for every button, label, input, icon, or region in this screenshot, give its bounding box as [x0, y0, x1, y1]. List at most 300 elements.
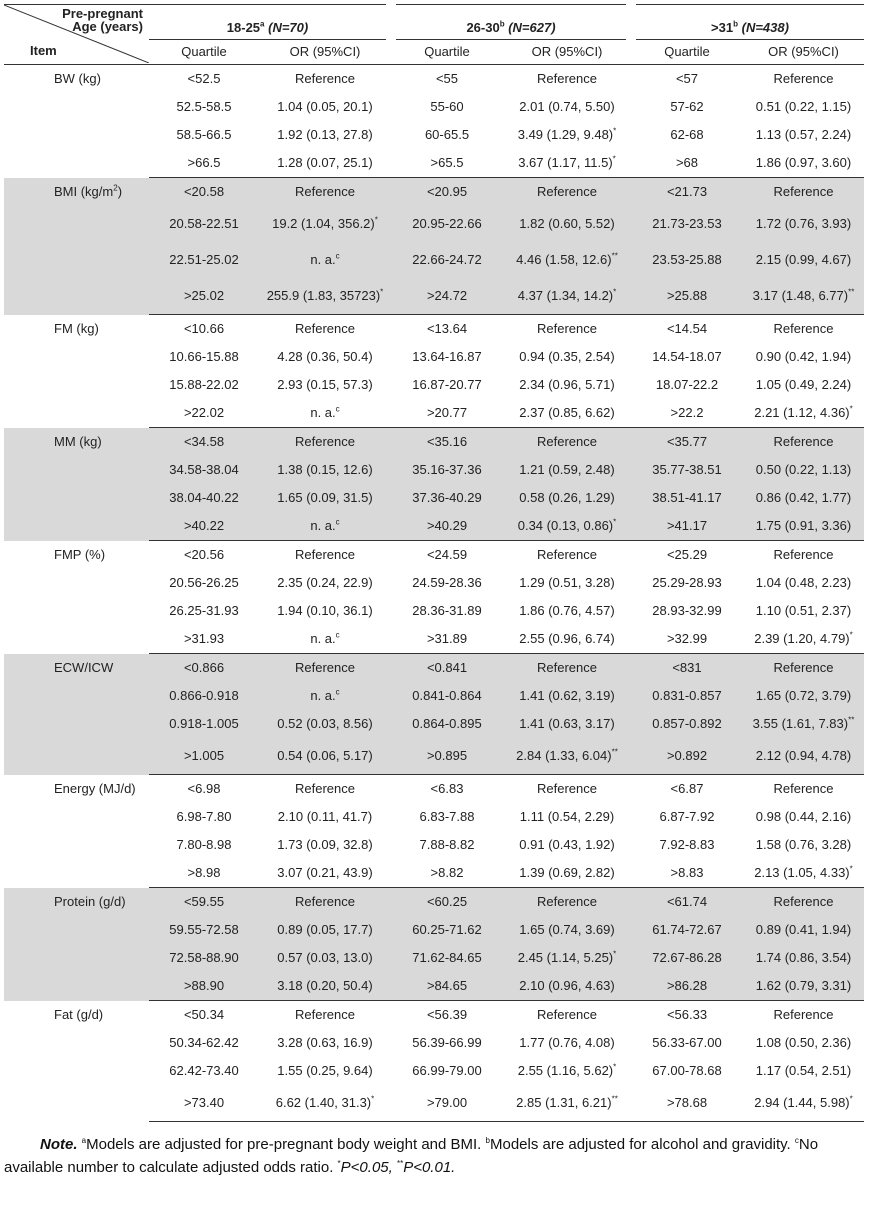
note-text: P<0.05,	[340, 1159, 397, 1176]
cell-value: 14.54-18.07	[652, 349, 722, 364]
cell-value: >8.83	[670, 865, 704, 880]
cell-value: 3.07 (0.21, 43.9)	[277, 865, 373, 880]
significance-mark: **	[611, 747, 618, 757]
cell-value: Reference	[773, 781, 834, 796]
cell-value: 1.65 (0.74, 3.69)	[519, 922, 615, 937]
quartile-cell	[149, 916, 259, 944]
significance-mark: c	[335, 404, 340, 414]
cell-value: 28.93-32.99	[652, 603, 722, 618]
cell-value: n. a.	[310, 252, 336, 267]
cell-value: 2.84 (1.33, 6.04)	[516, 748, 612, 763]
item-label	[4, 1001, 149, 1122]
cell-value: Reference	[773, 321, 834, 336]
quartile-cell	[631, 93, 743, 121]
or-cell	[259, 512, 391, 541]
quartile-cell	[391, 428, 503, 457]
or-cell	[743, 738, 864, 775]
cell-value: 1.55 (0.25, 9.64)	[277, 1063, 373, 1078]
cell-value: Reference	[537, 660, 597, 675]
cell-value: Reference	[295, 321, 355, 336]
cell-value: 1.13 (0.57, 2.24)	[755, 127, 852, 142]
quartile-cell	[391, 541, 503, 570]
item-label	[4, 775, 149, 888]
or-cell	[743, 178, 864, 207]
or-cell	[503, 121, 631, 149]
or-cell	[259, 1085, 391, 1122]
quartile-cell	[631, 944, 743, 972]
quartile-cell	[391, 831, 503, 859]
quartile-cell	[149, 972, 259, 1001]
cell-value: <57	[675, 71, 699, 86]
cell-value: >1.005	[183, 748, 225, 763]
cell-value: 2.10 (0.96, 4.63)	[519, 978, 615, 993]
quartile-cell	[149, 541, 259, 570]
cell-value: n. a.	[310, 405, 336, 420]
cell-value: >88.90	[183, 978, 225, 993]
cell-value: <25.29	[666, 547, 708, 562]
quartile-cell	[631, 972, 743, 1001]
note-sup: *	[337, 1159, 341, 1168]
cell-value: >79.00	[426, 1095, 468, 1110]
or-cell	[503, 178, 631, 207]
or-cell	[259, 710, 391, 738]
cell-value: Reference	[537, 781, 597, 796]
cell-value: Reference	[295, 781, 355, 796]
quartile-cell	[391, 484, 503, 512]
or-cell	[259, 278, 391, 315]
cell-value: >25.88	[666, 288, 708, 303]
cell-value: 1.08 (0.50, 2.36)	[755, 1035, 852, 1050]
significance-mark: *	[613, 1062, 617, 1072]
cell-value: 1.38 (0.15, 12.6)	[277, 462, 373, 477]
cell-value: <10.66	[183, 321, 225, 336]
or-cell	[743, 597, 864, 625]
quartile-cell	[391, 859, 503, 888]
cell-value: 1.58 (0.76, 3.28)	[755, 837, 852, 852]
quartile-cell	[391, 710, 503, 738]
quartile-cell	[149, 1001, 259, 1030]
note-label: Note.	[40, 1136, 78, 1153]
cell-value: <50.34	[183, 1007, 225, 1022]
significance-mark: c	[335, 517, 340, 527]
quartile-cell	[149, 512, 259, 541]
cell-value: 22.51-25.02	[169, 252, 239, 267]
cell-value: 1.74 (0.86, 3.54)	[755, 950, 852, 965]
or-cell	[743, 484, 864, 512]
cell-value: Reference	[295, 71, 355, 86]
cell-value: 55-60	[430, 99, 464, 114]
or-cell	[259, 93, 391, 121]
or-cell	[743, 972, 864, 1001]
quartile-cell	[149, 888, 259, 917]
or-cell	[743, 121, 864, 149]
quartile-cell	[149, 859, 259, 888]
quartile-cell	[149, 569, 259, 597]
cell-value: 0.54 (0.06, 5.17)	[277, 748, 373, 763]
cell-value: 1.04 (0.05, 20.1)	[277, 99, 373, 114]
cell-value: 0.50 (0.22, 1.13)	[755, 462, 852, 477]
group-label: >31	[711, 20, 734, 35]
section-4	[4, 541, 864, 654]
cell-value: 18.07-22.2	[655, 377, 719, 392]
note-sup: b	[485, 1136, 490, 1145]
cell-value: 1.05 (0.49, 2.24)	[755, 377, 852, 392]
cell-value: 2.93 (0.15, 57.3)	[277, 377, 373, 392]
quartile-cell	[631, 484, 743, 512]
or-cell	[259, 371, 391, 399]
cell-value: 0.58 (0.26, 1.29)	[519, 490, 615, 505]
corner-top-text: Pre-pregnant	[62, 6, 143, 21]
cell-value: 26.25-31.93	[169, 603, 239, 618]
cell-value: 1.65 (0.09, 31.5)	[277, 490, 373, 505]
cell-value: 20.58-22.51	[169, 216, 239, 231]
or-cell	[503, 456, 631, 484]
significance-mark: *	[849, 864, 853, 874]
cell-value: >40.29	[426, 518, 468, 533]
or-cell	[259, 65, 391, 94]
or-cell	[259, 569, 391, 597]
cell-value: 2.13 (1.05, 4.33)	[754, 865, 850, 880]
item-label	[4, 178, 149, 315]
quartile-cell	[631, 682, 743, 710]
cell-value: 1.28 (0.07, 25.1)	[277, 155, 373, 170]
table-row	[4, 178, 864, 207]
quartile-cell	[149, 399, 259, 428]
or-cell	[259, 1029, 391, 1057]
significance-mark: *	[849, 404, 853, 414]
quartile-cell	[391, 278, 503, 315]
cell-value: 1.94 (0.10, 36.1)	[277, 603, 373, 618]
cell-value: 6.87-7.92	[659, 809, 715, 824]
quartile-cell	[391, 916, 503, 944]
quartile-cell	[149, 456, 259, 484]
cell-value: 2.55 (1.16, 5.62)	[517, 1063, 614, 1078]
cell-value: >22.2	[670, 405, 704, 420]
table-row	[4, 428, 864, 457]
or-cell	[503, 541, 631, 570]
group-sup: b	[499, 19, 505, 29]
cell-value: Reference	[295, 660, 355, 675]
quartile-cell	[149, 178, 259, 207]
or-cell	[259, 916, 391, 944]
quartile-cell	[631, 859, 743, 888]
quartile-cell	[391, 682, 503, 710]
or-cell	[743, 315, 864, 344]
section-8	[4, 1001, 864, 1122]
or-cell	[259, 484, 391, 512]
or-cell	[743, 456, 864, 484]
quartile-cell	[391, 654, 503, 683]
section-2	[4, 315, 864, 428]
cell-value: >25.02	[183, 288, 225, 303]
or-cell	[503, 1057, 631, 1085]
quartile-cell	[631, 803, 743, 831]
group-header-26-30	[391, 5, 631, 40]
cell-value: <21.73	[666, 184, 708, 199]
cell-value: 1.65 (0.72, 3.79)	[755, 688, 852, 703]
cell-value: <6.83	[430, 781, 464, 796]
quartile-cell	[149, 371, 259, 399]
item-text: BW (kg)	[54, 71, 101, 86]
significance-mark: *	[613, 949, 617, 959]
or-cell	[743, 569, 864, 597]
cell-value: Reference	[537, 184, 597, 199]
or-cell	[503, 149, 631, 178]
cell-value: 1.75 (0.91, 3.36)	[755, 518, 852, 533]
quartile-cell	[149, 710, 259, 738]
or-cell	[259, 597, 391, 625]
cell-value: 255.9 (1.83, 35723)	[266, 288, 381, 303]
or-cell	[503, 803, 631, 831]
or-cell	[503, 1001, 631, 1030]
quartile-cell	[149, 315, 259, 344]
item-text: FM (kg)	[54, 320, 99, 336]
or-header: OR (95%CI)	[743, 40, 864, 65]
cell-value: 22.66-24.72	[412, 252, 482, 267]
or-cell	[503, 428, 631, 457]
quartile-cell	[391, 803, 503, 831]
section-7	[4, 888, 864, 1001]
quartile-cell	[149, 682, 259, 710]
cell-value: <0.866	[183, 660, 225, 675]
or-cell	[743, 1029, 864, 1057]
or-cell	[743, 888, 864, 917]
or-cell	[503, 399, 631, 428]
quartile-cell	[149, 1057, 259, 1085]
or-cell	[743, 343, 864, 371]
quartile-cell	[149, 654, 259, 683]
or-cell	[743, 682, 864, 710]
or-cell	[503, 888, 631, 917]
or-cell	[259, 121, 391, 149]
or-cell	[743, 278, 864, 315]
significance-mark: **	[848, 715, 855, 725]
group-label: 26-30	[466, 20, 500, 35]
or-cell	[503, 654, 631, 683]
item-text: Protein (g/d)	[54, 893, 126, 909]
quartile-cell	[391, 1001, 503, 1030]
quartile-cell	[391, 121, 503, 149]
cell-value: 0.866-0.918	[169, 688, 239, 703]
quartile-cell	[149, 1029, 259, 1057]
table-row	[4, 315, 864, 344]
cell-value: 1.92 (0.13, 27.8)	[277, 127, 373, 142]
cell-value: >66.5	[187, 155, 221, 170]
cell-value: Reference	[295, 547, 355, 562]
cell-value: <60.25	[426, 894, 468, 909]
cell-value: Reference	[295, 894, 355, 909]
item-text: ECW/ICW	[54, 659, 114, 675]
quartile-cell	[631, 831, 743, 859]
or-cell	[503, 1085, 631, 1122]
cell-value: 59.55-72.58	[169, 922, 239, 937]
quartile-cell	[631, 597, 743, 625]
cell-value: 0.864-0.895	[412, 716, 482, 731]
cell-value: 0.98 (0.44, 2.16)	[755, 809, 852, 824]
significance-mark: *	[849, 1094, 853, 1104]
group-sup: a	[260, 19, 265, 29]
cell-value: 3.49 (1.29, 9.48)	[517, 127, 614, 142]
or-cell	[259, 972, 391, 1001]
or-cell	[259, 738, 391, 775]
quartile-cell	[149, 1085, 259, 1122]
cell-value: 2.85 (1.31, 6.21)	[516, 1095, 612, 1110]
quartile-cell	[149, 242, 259, 278]
item-tail: )	[117, 183, 123, 199]
quartile-cell	[149, 944, 259, 972]
quartile-cell	[391, 149, 503, 178]
item-label	[4, 65, 149, 178]
cell-value: 2.37 (0.85, 6.62)	[519, 405, 615, 420]
cell-value: Reference	[537, 71, 597, 86]
cell-value: 62.42-73.40	[169, 1063, 239, 1078]
cell-value: 56.39-66.99	[412, 1035, 482, 1050]
cell-value: >8.98	[187, 865, 221, 880]
or-cell	[503, 1029, 631, 1057]
cell-value: 28.36-31.89	[412, 603, 482, 618]
or-cell	[743, 1001, 864, 1030]
cell-value: 60.25-71.62	[412, 922, 482, 937]
quartile-cell	[149, 831, 259, 859]
cell-value: 1.62 (0.79, 3.31)	[755, 978, 852, 993]
quartile-cell	[631, 916, 743, 944]
quartile-cell	[631, 1085, 743, 1122]
cell-value: 0.841-0.864	[412, 688, 482, 703]
or-cell	[259, 242, 391, 278]
significance-mark: *	[849, 630, 853, 640]
or-cell	[259, 206, 391, 242]
cell-value: 1.82 (0.60, 5.52)	[519, 216, 615, 231]
or-cell	[259, 315, 391, 344]
group-header-31	[631, 5, 864, 40]
quartile-header: Quartile	[149, 40, 259, 65]
or-cell	[503, 484, 631, 512]
significance-mark: *	[613, 517, 617, 527]
cell-value: 1.39 (0.69, 2.82)	[519, 865, 615, 880]
or-cell	[743, 371, 864, 399]
quartile-cell	[391, 569, 503, 597]
cell-value: 16.87-20.77	[412, 377, 482, 392]
cell-value: 6.83-7.88	[419, 809, 475, 824]
or-cell	[743, 93, 864, 121]
cell-value: 56.33-67.00	[652, 1035, 722, 1050]
significance-mark: *	[613, 287, 617, 297]
quartile-cell	[149, 428, 259, 457]
cell-value: 3.28 (0.63, 16.9)	[277, 1035, 373, 1050]
cell-value: <831	[672, 660, 702, 675]
significance-mark: *	[612, 154, 616, 164]
or-header: OR (95%CI)	[259, 40, 391, 65]
or-cell	[503, 65, 631, 94]
or-cell	[503, 859, 631, 888]
cell-value: 34.58-38.04	[169, 462, 239, 477]
quartile-cell	[391, 888, 503, 917]
or-cell	[503, 625, 631, 654]
section-6	[4, 775, 864, 888]
or-cell	[743, 859, 864, 888]
cell-value: 20.95-22.66	[412, 216, 482, 231]
cell-value: 38.51-41.17	[652, 490, 722, 505]
cell-value: Reference	[537, 434, 597, 449]
quartile-cell	[631, 315, 743, 344]
cell-value: 0.831-0.857	[652, 688, 722, 703]
cell-value: <34.58	[183, 434, 225, 449]
quartile-cell	[149, 65, 259, 94]
or-cell	[503, 775, 631, 804]
corner-label	[62, 7, 143, 33]
or-cell	[743, 428, 864, 457]
quartile-cell	[391, 738, 503, 775]
cell-value: 67.00-78.68	[652, 1063, 722, 1078]
cell-value: 3.55 (1.61, 7.83)	[752, 716, 849, 731]
quartile-cell	[391, 242, 503, 278]
quartile-cell	[149, 149, 259, 178]
cell-value: 0.52 (0.03, 8.56)	[277, 716, 373, 731]
cell-value: 7.92-8.83	[659, 837, 715, 852]
or-cell	[743, 242, 864, 278]
note-sup: **	[396, 1159, 404, 1168]
cell-value: <20.58	[183, 184, 225, 199]
quartile-cell	[391, 1057, 503, 1085]
quartile-cell	[391, 206, 503, 242]
quartile-cell	[149, 484, 259, 512]
or-cell	[503, 512, 631, 541]
or-cell	[503, 242, 631, 278]
cell-value: 4.46 (1.58, 12.6)	[516, 252, 612, 267]
significance-mark: c	[335, 251, 340, 261]
cell-value: 2.34 (0.96, 5.71)	[519, 377, 615, 392]
significance-mark: **	[848, 287, 855, 297]
cell-value: <20.95	[426, 184, 468, 199]
table-row	[4, 888, 864, 917]
table-row	[4, 541, 864, 570]
cell-value: n. a.	[310, 688, 336, 703]
cell-value: 0.89 (0.41, 1.94)	[755, 922, 852, 937]
cell-value: Reference	[773, 660, 834, 675]
item-text: Fat (g/d)	[54, 1006, 104, 1022]
quartile-cell	[149, 93, 259, 121]
cell-value: 13.64-16.87	[412, 349, 482, 364]
cell-value: 1.86 (0.97, 3.60)	[755, 155, 852, 170]
cell-value: 1.29 (0.51, 3.28)	[519, 575, 615, 590]
item-label	[4, 888, 149, 1001]
cell-value: 1.41 (0.63, 3.17)	[519, 716, 615, 731]
odds-ratio-table	[4, 4, 864, 1122]
or-cell	[743, 399, 864, 428]
cell-value: Reference	[537, 894, 597, 909]
cell-value: n. a.	[310, 631, 336, 646]
cell-value: 6.98-7.80	[176, 809, 232, 824]
quartile-cell	[631, 65, 743, 94]
note-text: Models are adjusted for pre-pregnant body weight and BMI.	[86, 1136, 486, 1153]
quartile-cell	[631, 775, 743, 804]
table-row	[4, 654, 864, 683]
or-cell	[259, 859, 391, 888]
or-cell	[259, 1001, 391, 1030]
cell-value: 66.99-79.00	[412, 1063, 482, 1078]
cell-value: 1.11 (0.54, 2.29)	[519, 809, 615, 824]
group-label: 18-25	[226, 20, 261, 35]
corner-bottom-text: Age (years)	[72, 19, 143, 34]
or-cell	[503, 569, 631, 597]
quartile-cell	[631, 1001, 743, 1030]
quartile-cell	[149, 597, 259, 625]
quartile-cell	[391, 1085, 503, 1122]
group-header-18-25	[149, 5, 391, 40]
or-cell	[743, 1057, 864, 1085]
corner-header	[4, 5, 149, 65]
quartile-cell	[631, 888, 743, 917]
